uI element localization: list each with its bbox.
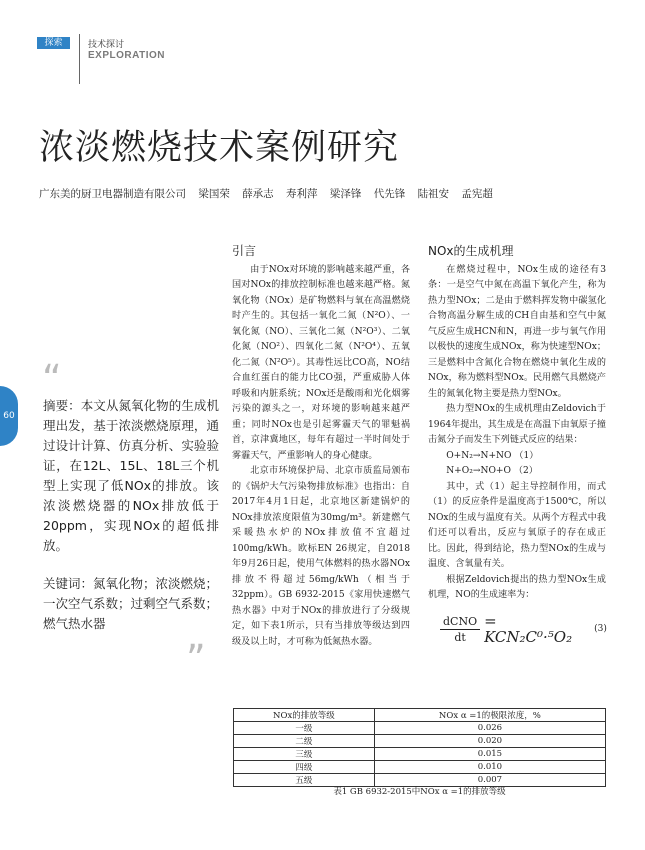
author-name: 陆祖安 xyxy=(417,188,450,200)
table-row xyxy=(234,748,606,761)
author-affiliation: 广东美的厨卫电器制造有限公司 xyxy=(39,188,186,200)
author-name: 薛承志 xyxy=(242,188,274,200)
author-name: 代先锋 xyxy=(373,188,406,200)
equation-fraction xyxy=(440,614,480,646)
intro-heading: 引言 xyxy=(232,244,257,258)
author-name: 梁泽锋 xyxy=(329,188,362,200)
table-cell: 四级 xyxy=(234,761,375,774)
author-line xyxy=(39,186,502,201)
table-row xyxy=(234,722,606,735)
equation-numerator: dCNO xyxy=(440,614,480,631)
mechanism-paragraph-2: 热力型NOx的生成机理由Zeldovich于1964年提出，其生成是在高温下由氧原子撞击氮分子而发生下列链式反应的结果： xyxy=(428,404,606,445)
equation-rhs: = KCN₂C⁰·⁵O₂ xyxy=(484,612,573,646)
section-subtitle: 技术探讨 xyxy=(88,40,125,50)
table-row xyxy=(234,761,606,774)
close-quote-icon: ” xyxy=(186,637,206,681)
open-quote-icon: “ xyxy=(42,357,62,401)
table-cell: 五级 xyxy=(234,774,375,787)
intro-paragraph-1: 由于NOx对环境的影响越来越严重，各国对NOx的排放控制标准也越来越严格。氮氧化物（NOx）是矿物燃料与氧在高温燃烧时产生的。其包括一氧化二氮（N²O）、一氧化氮（NO）、三氧化二氮（N²O³）、二氧化氮（NO²）、四氧化二氮（N²O⁴）、五氧化二氮（N²O⁵）。其毒性远比CO高，NO结合血红蛋白的能力比CO强，严重威胁人体呼吸和内脏系统；NOx还是酸雨和光化烟雾污染的源头之一，对环境的影响越来越严重；同时NOx也是引起雾霾天气的罪魁祸首，京津冀地区，每年有超过一半时间处于雾霾天气，严重影响人的身心健康。 xyxy=(232,264,410,461)
section-english: EXPLORATION xyxy=(88,50,165,61)
author-name: 梁国荣 xyxy=(198,188,230,200)
table-cell: 0.026 xyxy=(374,722,605,735)
table-caption: 表1 GB 6932-2015中NOx α =1的排放等级 xyxy=(333,787,506,797)
table-header-cell: NOx的排放等级 xyxy=(234,709,375,722)
mechanism-heading: NOx的生成机理 xyxy=(428,244,514,258)
equation-denominator: dt xyxy=(454,631,466,644)
mechanism-paragraph-3: 其中，式（1）起主导控制作用，而式（1）的反应条件是温度高于1500℃，所以NOx的生成与温度有关。从两个方程式中我们还可以看出，反应与氧原子的存在成正比。因此，得到结论，热力型NOx的生成与温度、含氧量有关。 xyxy=(428,481,606,569)
page-number: 60 xyxy=(0,386,18,446)
section-tag: 探索 xyxy=(37,37,70,49)
abstract: 摘要：本文从氮氧化物的生成机理出发，基于浓淡燃烧原理，通过设计计算、仿真分析、实验验证，在12L、15L、18L三个机型上实现了低NOx的排放。该浓淡燃烧器的NOx排放低于20ppm，实现NOx的超低排放。 xyxy=(43,398,219,553)
mechanism-paragraph-4: 根据Zeldovich提出的热力型NOx生成机理，NO的生成速率为： xyxy=(428,574,606,600)
mechanism-column xyxy=(428,244,606,646)
table-cell: 二级 xyxy=(234,735,375,748)
article-title: 浓淡燃烧技术案例研究 xyxy=(39,128,400,168)
author-name: 孟宪超 xyxy=(461,188,493,200)
table-cell: 0.007 xyxy=(374,774,605,787)
rate-equation xyxy=(428,614,606,646)
reaction-1: O+N₂→N+NO （1） xyxy=(446,450,539,461)
table-cell: 0.010 xyxy=(374,761,605,774)
table-cell: 三级 xyxy=(234,748,375,761)
table-header-row xyxy=(234,709,606,722)
table-cell: 0.020 xyxy=(374,735,605,748)
keywords: 关键词：氮氧化物；浓淡燃烧；一次空气系数；过剩空气系数；燃气热水器 xyxy=(43,576,219,631)
table-row xyxy=(234,735,606,748)
author-name: 寿利萍 xyxy=(286,188,318,200)
equation-number: (3) xyxy=(594,623,607,634)
table-cell: 0.015 xyxy=(374,748,605,761)
table-cell: 一级 xyxy=(234,722,375,735)
emission-grade-table xyxy=(233,708,606,787)
intro-paragraph-2: 北京市环境保护局、北京市质监局颁布的《锅炉大气污染物排放标准》也指出：自2017年4月1日起，北京地区新建锅炉的NOx排放浓度限值为30mg/m³。新建燃气采暖热水炉的NOx排放值不宜超过100mg/kWh。欧标EN 26规定，自2018年9月26日起，使用气体燃料的热水器NOx排放不得超过56mg/kWh（相当于32ppm）。GB 6932-2015《家用快速燃气热水器》中对于NOx的排放进行了分级规定，如下表1所示，只有当排放等级达到四级及以上时，才可称为低氮热水器。 xyxy=(232,466,410,647)
reaction-2: N+O₂→NO+O （2） xyxy=(446,466,538,476)
header-divider xyxy=(79,34,80,84)
table-header-cell: NOx α =1的极限浓度，% xyxy=(374,709,605,722)
intro-column xyxy=(232,244,410,650)
mechanism-paragraph-1: 在燃烧过程中，NOx生成的途径有3条：一是空气中氮在高温下氧化产生，称为热力型NOx；二是由于燃料挥发物中碳氢化合物高温分解生成的CH自由基和空气中氮气反应生成HCN和N，再进一步与氧气作用以极快的速度生成NOx，称为快速型NOx；三是燃料中含氮化合物在燃烧中氧化生成的NOx，称为燃料型NOx。民用燃气具燃烧产生的氮氧化物主要是热力型NOx。 xyxy=(428,264,606,399)
